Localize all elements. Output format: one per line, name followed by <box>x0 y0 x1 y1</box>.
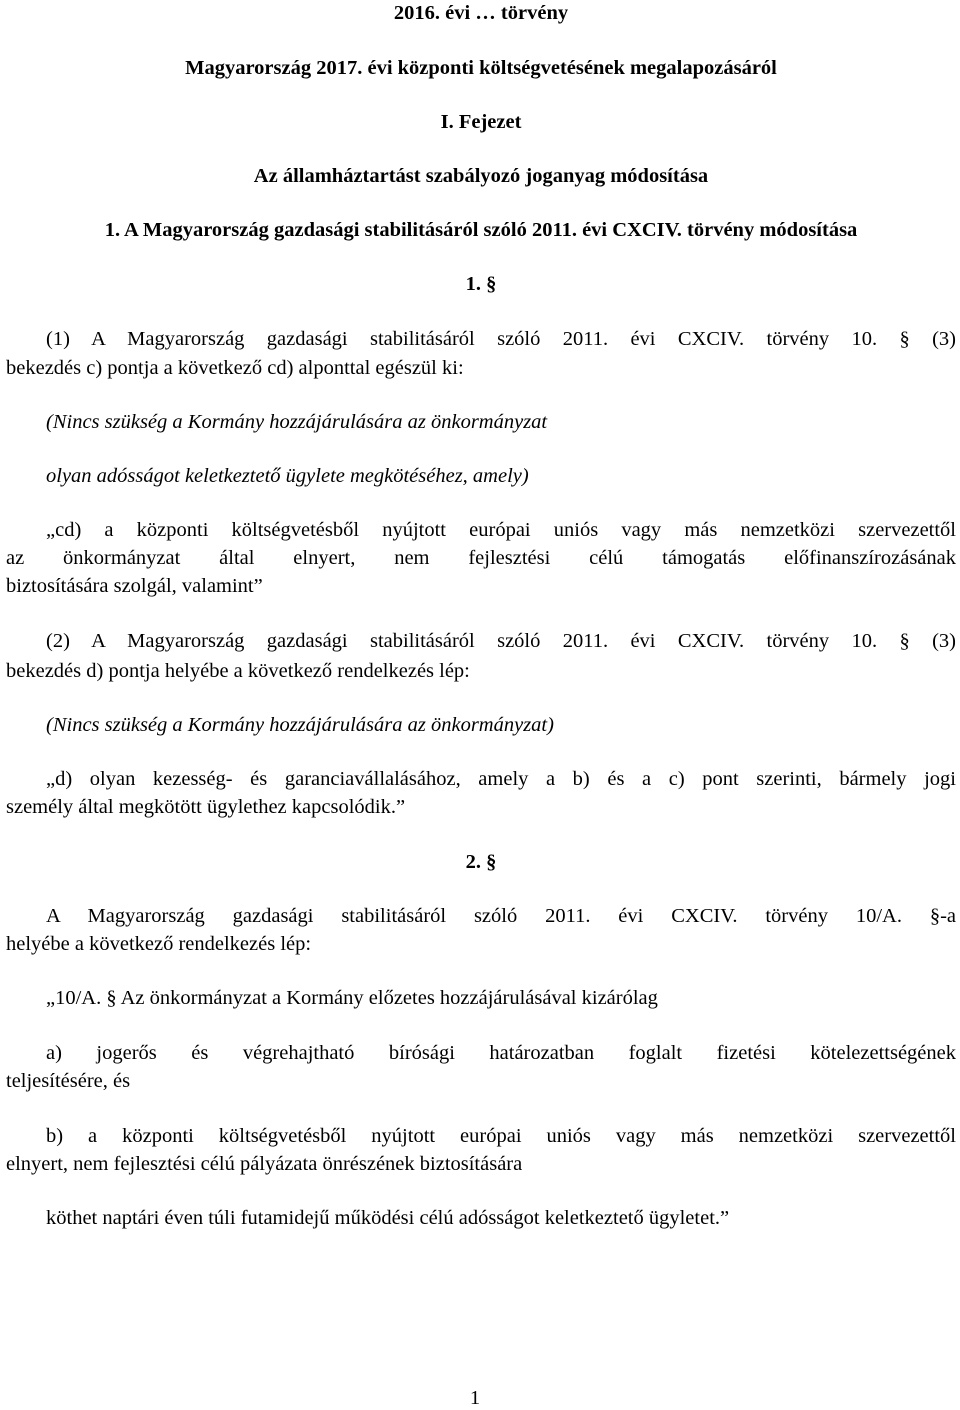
point-d-line-1: „d) olyan kezesség- és garanciavállalásához, amely a b) és a c) pont szerinti, bármely jogi <box>46 768 956 790</box>
italic-context-2: (Nincs szükség a Kormány hozzájárulására az önkormányzat) <box>46 714 554 736</box>
point-cd-line-1: „cd) a központi költségvetésből nyújtott európai uniós vagy más nemzetközi szervezettől <box>46 519 956 541</box>
point-b-line-1: b) a központi költségvetésből nyújtott európai uniós vagy más nemzetközi szervezettől <box>46 1125 956 1147</box>
paragraph-2-line-1: (2) A Magyarország gazdasági stabilitásáról szóló 2011. évi CXCIV. törvény 10. § (3) <box>46 630 956 652</box>
italic-context-1-line-2: olyan adósságot keletkeztető ügylete megkötéséhez, amely) <box>46 465 529 487</box>
section-number-1: 1. § <box>465 273 497 295</box>
section-2-intro-line-2: helyébe a következő rendelkezés lép: <box>6 933 312 955</box>
point-cd-line-3: biztosítására szolgál, valamint” <box>6 575 263 597</box>
point-a-line-1: a) jogerős és végrehajtható bírósági határozatban foglalt fizetési kötelezettségének <box>46 1042 956 1064</box>
paragraph-1-line-2: bekezdés c) pontja a következő cd) alponttal egészül ki: <box>6 357 464 379</box>
closing-sentence: köthet naptári éven túli futamidejű működési célú adósságot keletkeztető ügyletet.” <box>46 1207 730 1229</box>
section-2-intro-line-1: A Magyarország gazdasági stabilitásáról szóló 2011. évi CXCIV. törvény 10/A. §-a <box>46 905 956 927</box>
point-cd-line-2: az önkormányzat által elnyert, nem fejlesztési célú támogatás előfinanszírozásának <box>6 547 956 569</box>
chapter-title: Az államháztartást szabályozó joganyag módosítása <box>253 165 709 187</box>
law-number: 2016. évi … törvény <box>393 2 569 24</box>
page-number: 1 <box>469 1387 481 1409</box>
point-a-line-2: teljesítésére, és <box>6 1070 131 1092</box>
section-number-2: 2. § <box>465 851 497 873</box>
chapter-heading: I. Fejezet <box>440 111 522 133</box>
subtitle-heading: 1. A Magyarország gazdasági stabilitásáról szóló 2011. évi CXCIV. törvény módosítása <box>104 219 858 241</box>
document-page <box>6 0 956 1404</box>
italic-context-1-line-1: (Nincs szükség a Kormány hozzájárulására az önkormányzat <box>46 411 548 433</box>
point-b-line-2: elnyert, nem fejlesztési célú pályázata önrészének biztosítására <box>6 1153 523 1175</box>
paragraph-1-line-1: (1) A Magyarország gazdasági stabilitásáról szóló 2011. évi CXCIV. törvény 10. § (3) <box>46 328 956 350</box>
law-title: Magyarország 2017. évi központi költségvetésének megalapozásáról <box>185 57 777 79</box>
quote-10a-intro: „10/A. § Az önkormányzat a Kormány előzetes hozzájárulásával kizárólag <box>46 987 658 1009</box>
point-d-line-2: személy által megkötött ügylethez kapcsolódik.” <box>6 796 406 818</box>
paragraph-2-line-2: bekezdés d) pontja helyébe a következő rendelkezés lép: <box>6 660 470 682</box>
